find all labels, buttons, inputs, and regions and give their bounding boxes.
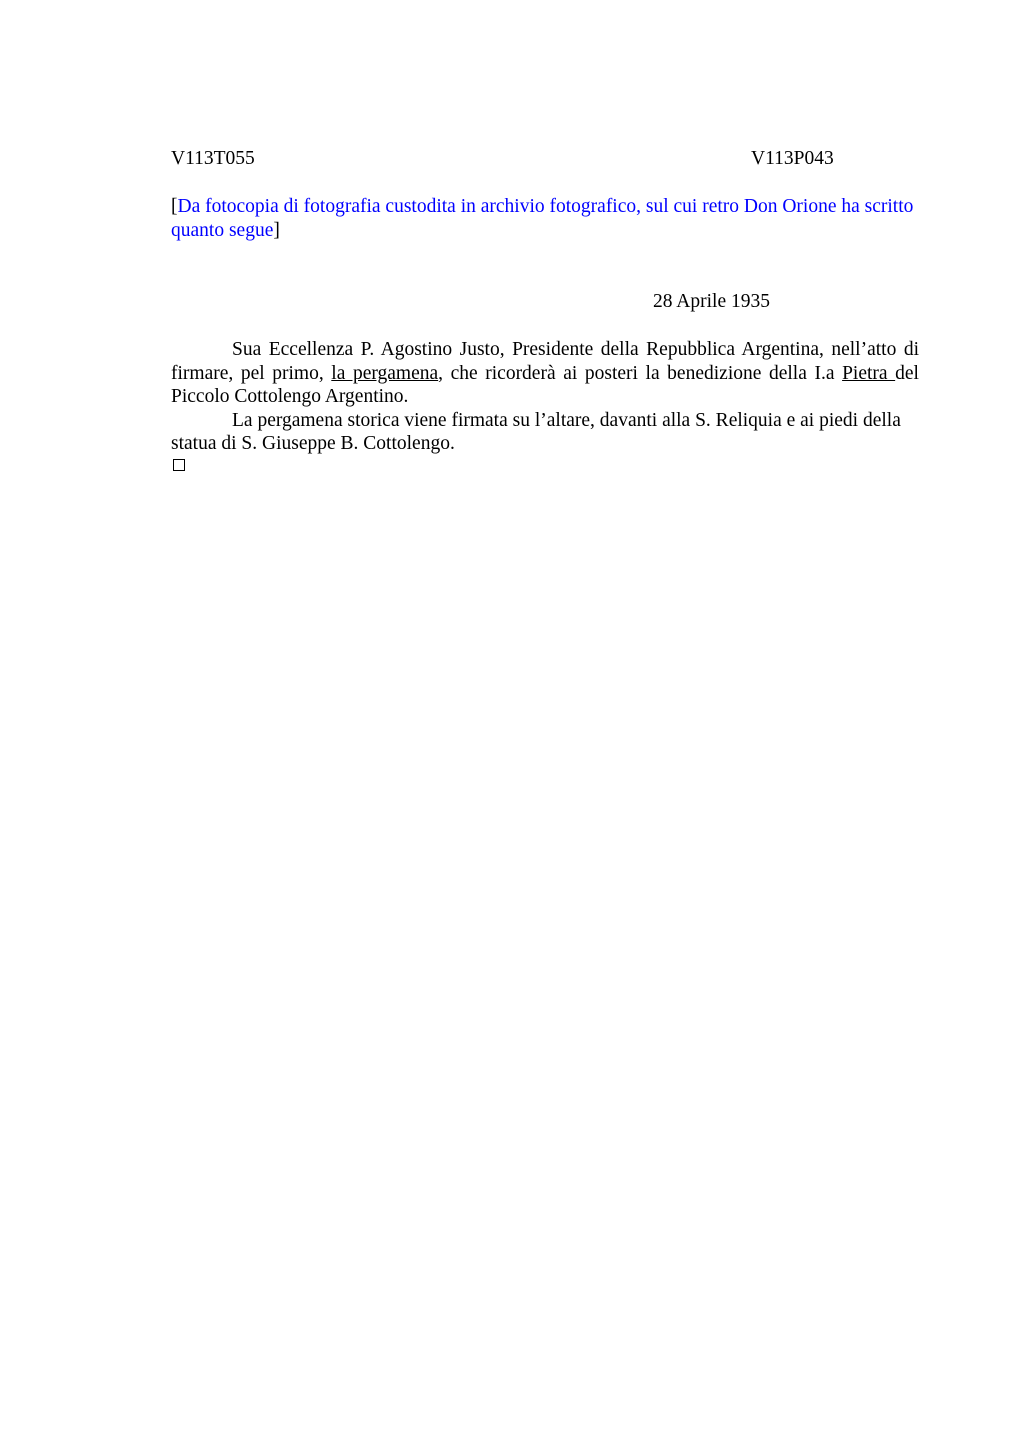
document-code-left: V113T055 — [171, 148, 255, 169]
underlined-pergamena: la pergamena — [331, 362, 439, 384]
underlined-pietra: Pietra — [842, 362, 896, 384]
source-note-text: Da fotocopia di fotografia custodita in archivio fotografico, sul cui retro Don Orione ha scritto quanto segue — [171, 196, 914, 241]
paragraph-1-part-1: Sua Eccellenza P. Agostino Justo, Presidente della Repubblica Argentina, nell’atto di firmare, pel primo, — [171, 339, 919, 384]
document-code-right: V113P043 — [751, 148, 834, 169]
paragraph-2: La pergamena storica viene firmata su l’altare, davanti alla S. Reliquia e ai piedi della statua di S. Giuseppe B. Cottolengo. — [171, 409, 901, 454]
paragraph-1-part-2: , che ricorderà ai posteri la benedizione della I.a — [438, 362, 843, 384]
paragraph-1-part-3: del Piccolo Cottolengo Argentino. — [171, 362, 919, 407]
source-note-open-bracket: [ — [171, 196, 178, 217]
source-note-close-bracket: ] — [273, 219, 280, 241]
paragraph-1 — [171, 338, 919, 409]
letter-date: 28 Aprile 1935 — [653, 291, 770, 312]
square-box-icon — [173, 459, 185, 471]
source-note — [171, 195, 921, 242]
letter-body — [171, 338, 919, 456]
